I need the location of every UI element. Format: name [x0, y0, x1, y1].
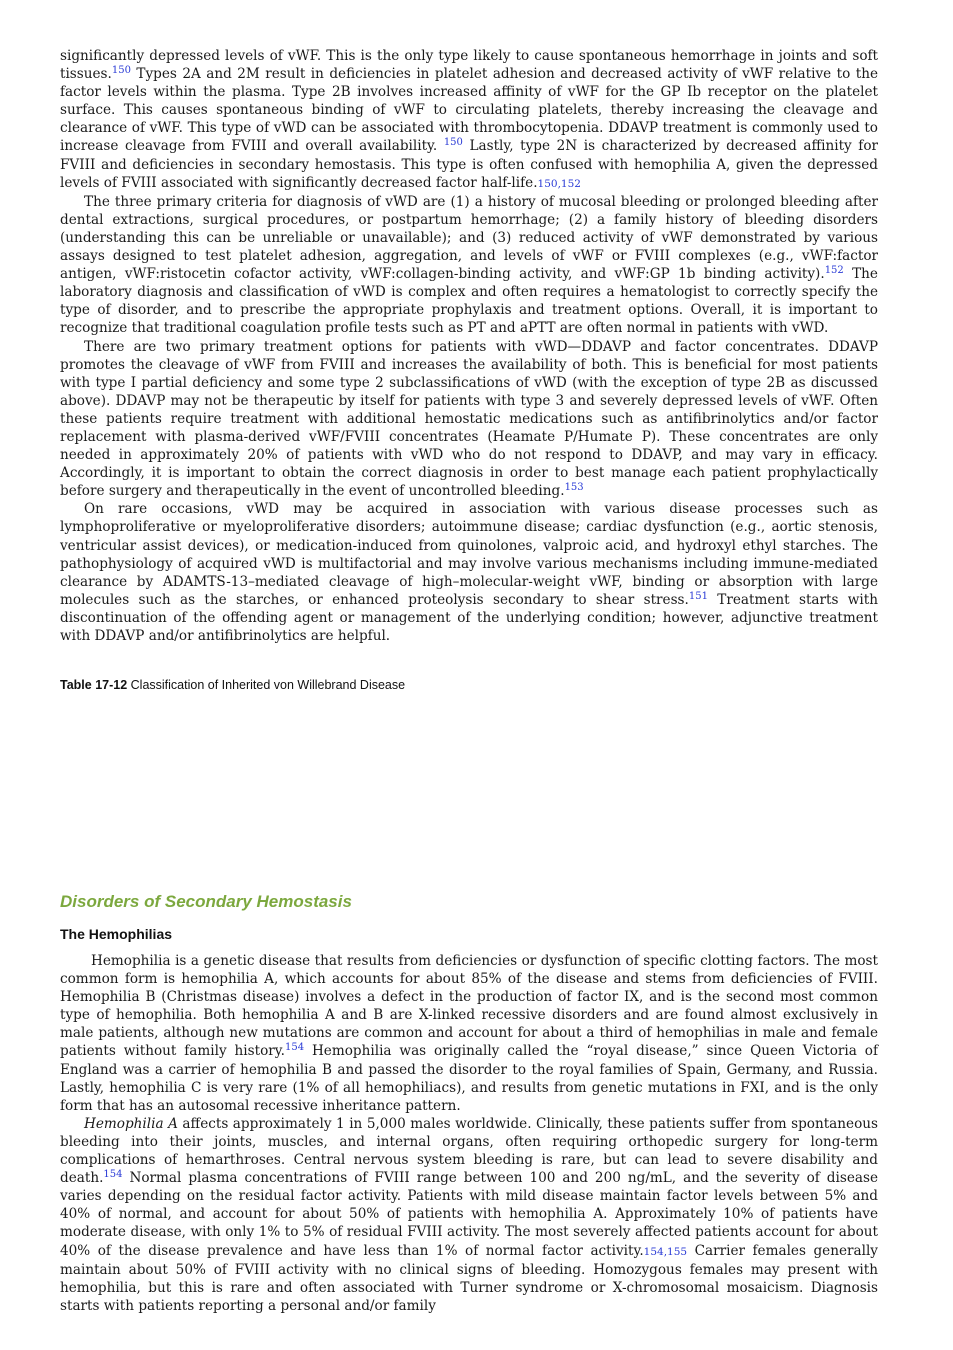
table-caption	[60, 678, 405, 692]
reference-link[interactable]: 150	[111, 65, 131, 77]
sub-heading: The Hemophilias	[60, 926, 173, 942]
text-segment: significantly depressed levels of vWF. This is the only type likely to cause spontaneous hemorrhage in joints and soft tissues.	[60, 48, 878, 83]
table-title: Classification of Inherited von Willebrand Disease	[127, 678, 406, 692]
text-segment: On rare occasions, vWD may be acquired in association with various disease processes such as lymphoproliferative or myeloproliferative disorders; autoimmune disease; cardiac dysfunction (e.g., aortic stenosis, ventricular assist devices), or medication-induced from quinolones, valproic acid, and hydroxyl ethyl starches. The pathophysiology of acquired vWD is multifactorial and may involve various mechanisms including immune-mediated clearance by ADAMTS-13–mediated cleavage of high–molecular-weight vWF, binding or absorption with large molecules such as the starches, or enhanced proteolysis secondary to shear stress.	[60, 501, 878, 608]
paragraph-hemophilia-a	[60, 1115, 878, 1315]
paragraph-hemophilia-intro	[60, 952, 878, 1115]
text-segment: affects approximately 1 in 5,000 males worldwide. Clinically, these patients suffer from spontaneous bleeding into their joints, muscles, and internal organs, often requiring orthopedic surgery for long-term complications of hemarthroses. Central nervous system bleeding is rare, but can lead to severe disability and death.	[60, 1115, 878, 1187]
table-label: Table 17-12	[60, 678, 128, 692]
reference-link[interactable]: 150	[443, 137, 463, 149]
reference-link[interactable]: 151	[688, 590, 708, 602]
text-segment: The three primary criteria for diagnosis of vWD are (1) a history of mucosal bleeding or prolonged bleeding after dental extractions, surgical procedures, or postpartum hemorrhage; (2) a family history of bleeding disorders (understanding this can be unreliable or unavailable); and (3) reduced activity of vWF demonstrated by various assays designed to test platelet adhesion, aggregation, and levels of vWF or FVIII complexes (e.g., vWF:factor antigen, vWF:ristocetin cofactor activity, vWF:collagen-binding activity, and vWF:GP 1b binding activity).	[60, 193, 878, 283]
text-segment: Normal plasma concentrations of FVIII range between 100 and 200 ng/mL, and the severity of disease varies depending on the residual factor activity. Patients with mild disease maintain factor levels between 5% and 40% of normal, and account for about 50% of patients with hemophilia A. Approximately 10% of patients have moderate disease, with only 1% to 5% of residual FVIII activity. The most severely affected patients account for about 40% of the disease prevalence and have less than 1% of normal factor activity.	[60, 1170, 878, 1259]
paragraph-vwd-types	[60, 47, 878, 193]
reference-link[interactable]: 154,155	[643, 1245, 688, 1258]
paragraph-vwd-treatment	[60, 338, 878, 501]
main-body-text	[60, 47, 878, 645]
hemophilia-body-text	[60, 952, 878, 1315]
reference-link[interactable]: 152	[824, 265, 844, 277]
term-hemophilia-a: Hemophilia A	[84, 1115, 178, 1132]
paragraph-vwd-diagnosis	[60, 193, 878, 338]
text-segment: There are two primary treatment options for patients with vWD—DDAVP and factor concentrates. DDAVP promotes the cleavage of vWF from FVIII and increases the availability of both. This is beneficial for most patients with type I partial deficiency and some type 2 subclassifications of vWD (with the exception of type 2B as discussed above). DDAVP may not be therapeutic by itself for patients with type 3 and severely depressed levels of vWF. Often these patients require treatment with additional hemostatic medications such as antifibrinolytics and/or factor replacement with plasma-derived vWF/FVIII concentrates (Heamate P/Humate P). These concentrates are only needed in approximately 20% of patients with vWD who do not respond to DDAVP, and may vary in efficacy. Accordingly, it is important to obtain the correct diagnosis in order to best manage each patient prophylactically before surgery and therapeutically in the event of uncontrolled bleeding.	[60, 338, 878, 500]
reference-link[interactable]: 150,152	[537, 177, 581, 190]
text-segment: Types 2A and 2M result in deficiencies in platelet adhesion and decreased activity of vWF relative to the factor levels within the plasma. Type 2B involves increased affinity of vWF for the GP Ib receptor on the platelet surface. This causes spontaneous binding of vWF to circulating platelets, thereby increasing the cleavage and clearance of vWF. This type of vWD can be associated with thrombocytopenia. DDAVP treatment is commonly used to increase cleavage from FVIII and overall availability.	[60, 66, 878, 155]
reference-link[interactable]: 154	[103, 1169, 123, 1181]
reference-link[interactable]: 154	[284, 1042, 305, 1054]
text-segment: Carrier females generally maintain about 50% of FVIII activity with no clinical signs of bleeding. Homozygous females may present with hemophilia, but this is rare and often associated with Turner syndrome or X-chromosomal mosaicism. Diagnosis starts with patients reporting a personal and/or family	[60, 1242, 878, 1314]
section-heading: Disorders of Secondary Hemostasis	[60, 892, 352, 911]
text-segment: Hemophilia is a genetic disease that results from deficiencies or dysfunction of specific clotting factors. The most common form is hemophilia A, which accounts for about 85% of the disease and stems from deficiencies of FVIII. Hemophilia B (Christmas disease) involves a defect in the production of factor IX, and is the second most common type of hemophilia. Both hemophilia A and B are X-linked recessive disorders and are found almost exclusively in male patients, although new mutations are common and account for about a third of hemophilias in male and female patients without family history.	[60, 953, 878, 1060]
text-segment: Lastly, type 2N is characterized by decreased affinity for FVIII and deficiencies in secondary hemostasis. This type is often confused with hemophilia A, given the depressed levels of FVIII associated with significantly decreased factor half-life.	[60, 138, 879, 191]
text-segment: Hemophilia was originally called the “royal disease,” since Queen Victoria of England was a carrier of hemophilia B and passed the disorder to the royal families of Spain, Germany, and Russia. Lastly, hemophilia C is very rare (1% of all hemophiliacs), and results from genetic mutations in FXI, and is the only form that has an autosomal recessive inheritance pattern.	[60, 1043, 878, 1114]
text-segment: The laboratory diagnosis and classification of vWD is complex and often requires a hematologist to correctly specify the type of disorder, and to prescribe the appropriate prophylaxis and treatment options. Overall, it is important to recognize that traditional coagulation profile tests such as PT and aPTT are often normal in patients with vWD.	[60, 266, 878, 337]
text-segment: Treatment starts with discontinuation of the offending agent or management of the underlying condition; however, adjunctive treatment with DDAVP and/or antifibrinolytics are helpful.	[60, 591, 878, 644]
paragraph-acquired-vwd	[60, 500, 878, 645]
reference-link[interactable]: 153	[564, 482, 584, 494]
